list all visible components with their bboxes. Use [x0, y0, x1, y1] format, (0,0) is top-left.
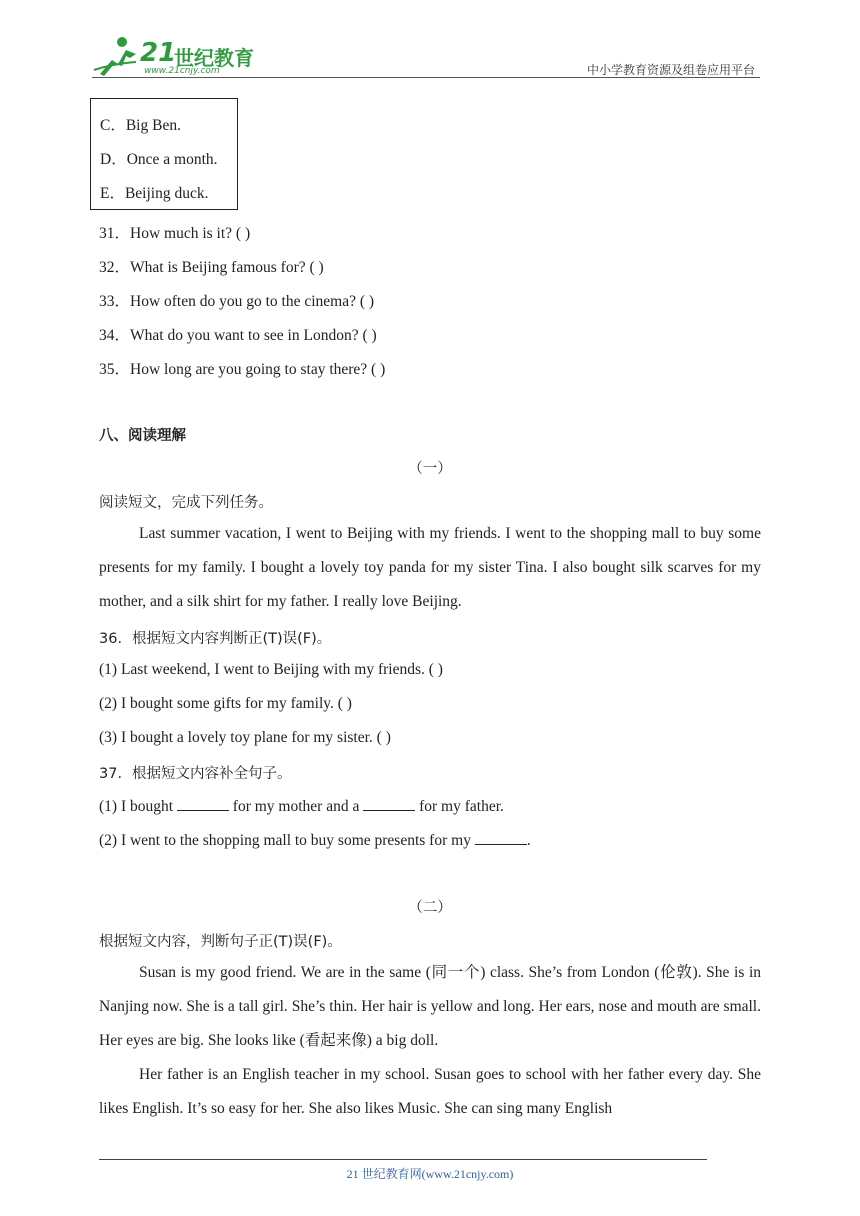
part-one-label: （一）	[408, 461, 452, 477]
passage-two-p1-text: Susan is my good friend. We are in the same (同一个) class. She’s from London (伦敦). She is in Nanjing now. She is a tall girl. She’s thin. Her hair is yellow and long. Her ears, nose and mouth are small. Her eyes are big. She looks like (看起来像) a big doll.	[99, 964, 761, 1049]
logo-text: 世纪教育	[174, 46, 254, 70]
question-34: 34．What do you want to see in London? ( )	[99, 327, 377, 344]
question-31: 31．How much is it? ( )	[99, 225, 251, 242]
question-37: 37．根据短文内容补全句子。	[99, 766, 292, 782]
question-32: 32．What is Beijing famous for? ( )	[99, 259, 324, 276]
header-platform-text: 中小学教育资源及组卷应用平台	[586, 63, 755, 77]
question-35: 35．How long are you going to stay there? ( )	[99, 361, 386, 378]
option-c: C．Big Ben.	[100, 117, 181, 134]
q37-item-2-part-a: (2) I went to the shopping mall to buy some presents for my	[99, 832, 471, 849]
q36-item-1: (1) Last weekend, I went to Beijing with my friends. ( )	[99, 661, 443, 678]
question-33: 33．How often do you go to the cinema? ( )	[99, 293, 375, 310]
q37-item-1-part-b: for my mother and a	[232, 798, 360, 815]
answer-blank[interactable]	[177, 796, 229, 811]
passage-two-p2	[99, 1058, 761, 1126]
answer-blank[interactable]	[475, 830, 527, 845]
q36-item-3: (3) I bought a lovely toy plane for my sister. ( )	[99, 729, 391, 746]
options-box	[90, 98, 238, 210]
header-divider	[92, 77, 760, 78]
passage-two-p2-text: Her father is an English teacher in my school. Susan goes to school with her father every day. She likes English. It’s so easy for her. She also likes Music. She can sing many English	[99, 1066, 761, 1117]
q36-item-2: (2) I bought some gifts for my family. ( )	[99, 695, 352, 712]
question-36	[99, 627, 331, 648]
q37-item-2-end: .	[526, 832, 531, 849]
section-title: 八、阅读理解	[99, 428, 186, 444]
option-d: D．Once a month.	[100, 151, 218, 168]
q37-item-1-part-c: for my father.	[419, 798, 504, 815]
q37-item-2	[99, 830, 531, 850]
footer-divider	[99, 1159, 707, 1160]
q37-item-1-part-a: (1) I bought	[99, 798, 174, 815]
part-one-instruction: 阅读短文，完成下列任务。	[99, 495, 273, 511]
footer-link[interactable]: 21 世纪教育网(www.21cnjy.com)	[346, 1167, 514, 1181]
option-e: E．Beijing duck.	[100, 185, 209, 202]
question-36-text: 36．根据短文内容判断正(T)误(F)。	[99, 631, 332, 647]
site-logo	[92, 34, 262, 78]
part-two-label: （二）	[408, 900, 452, 916]
part-two-instruction: 根据短文内容，判断句子正(T)误(F)。	[99, 934, 342, 950]
answer-blank[interactable]	[363, 796, 415, 811]
logo-number: 21	[140, 38, 177, 68]
passage-one-text: Last summer vacation, I went to Beijing with my friends. I went to the shopping mall to buy some presents for my family. I bought a lovely toy panda for my sister Tina. I also bought silk scarves for my mother, and a silk shirt for my father. I really love Beijing.	[99, 525, 761, 610]
logo-url: www.21cnjy.com	[144, 66, 220, 76]
passage-two-p1	[99, 956, 761, 1058]
passage-one	[99, 517, 761, 619]
q37-item-1	[99, 796, 504, 816]
